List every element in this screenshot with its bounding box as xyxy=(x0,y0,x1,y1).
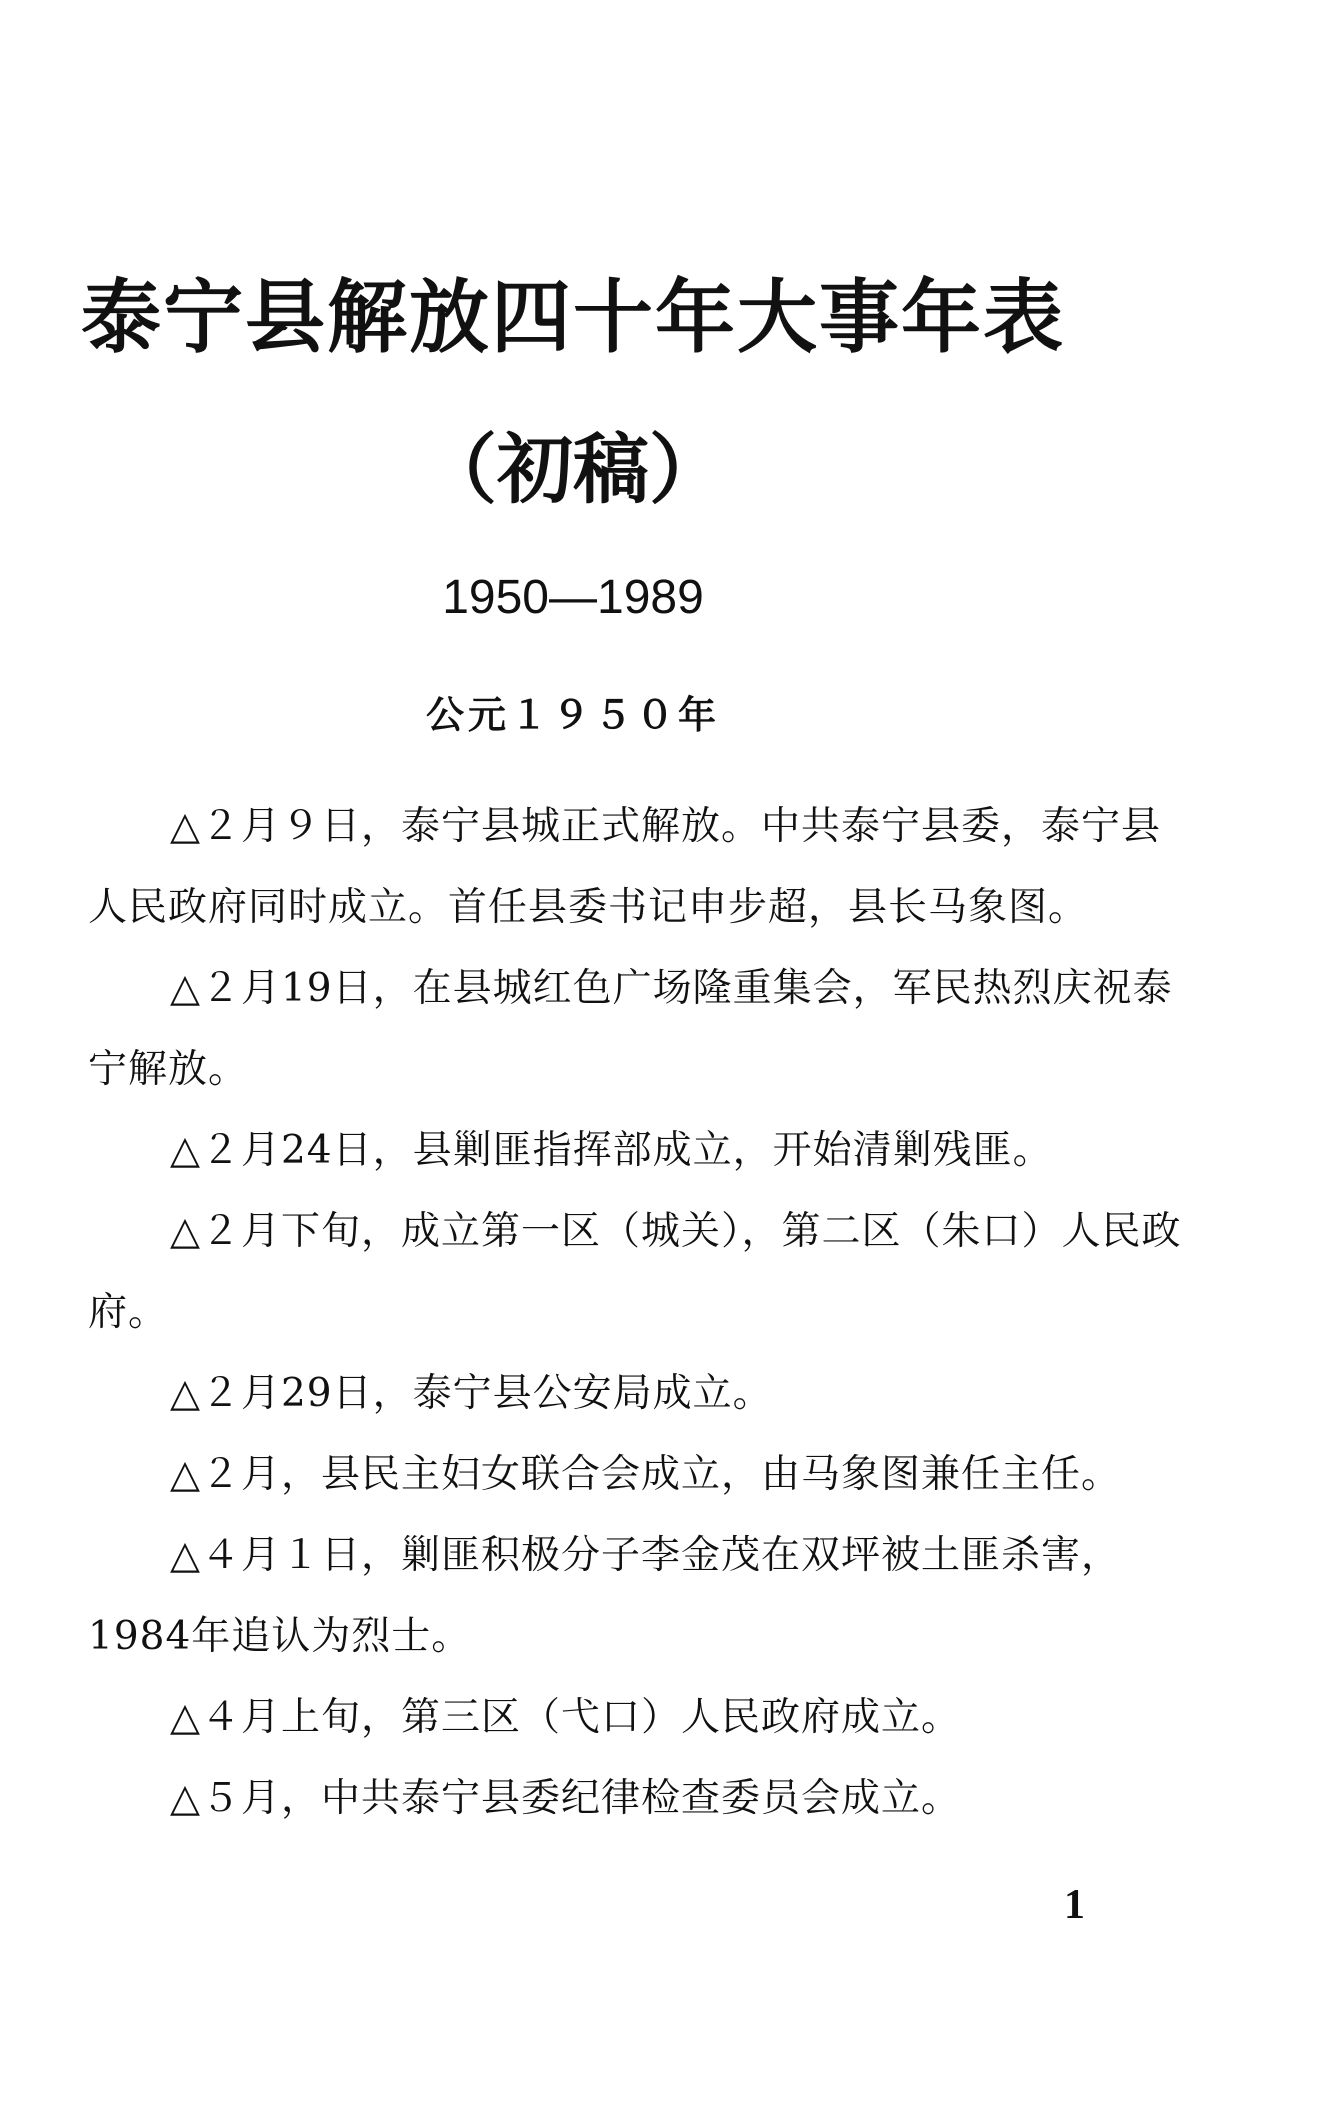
event-entry: △２月24日，县剿匪指挥部成立，开始清剿残匪。 xyxy=(170,1128,1053,1173)
page-number: 1 xyxy=(1064,1882,1085,1928)
page-title: 泰宁县解放四十年大事年表 xyxy=(81,271,1065,364)
event-entry: △４月上旬，第三区（弋口）人民政府成立。 xyxy=(170,1695,961,1740)
page-subtitle: （初稿） xyxy=(421,425,725,514)
event-entry: △２月19日，在县城红色广场隆重集会，军民热烈庆祝泰宁解放。 xyxy=(88,966,1173,1092)
event-entry: △２月29日，泰宁县公安局成立。 xyxy=(170,1371,773,1416)
year-range: 1950—1989 xyxy=(442,571,704,624)
year-heading: 公元１９５０年 xyxy=(425,693,720,737)
event-entry: △２月下旬，成立第一区（城关），第二区（朱口）人民政府。 xyxy=(88,1209,1182,1335)
event-entry: △４月１日，剿匪积极分子李金茂在双坪被土匪杀害，1984年追认为烈士。 xyxy=(88,1533,1121,1659)
event-entry: △２月，县民主妇女联合会成立，由马象图兼任主任。 xyxy=(170,1452,1121,1497)
event-list xyxy=(88,786,1188,1839)
event-entry: △２月９日，泰宁县城正式解放。中共泰宁县委，泰宁县人民政府同时成立。首任县委书记申步超，县长马象图。 xyxy=(88,804,1161,930)
event-entry: △５月，中共泰宁县委纪律检查委员会成立。 xyxy=(170,1776,961,1821)
